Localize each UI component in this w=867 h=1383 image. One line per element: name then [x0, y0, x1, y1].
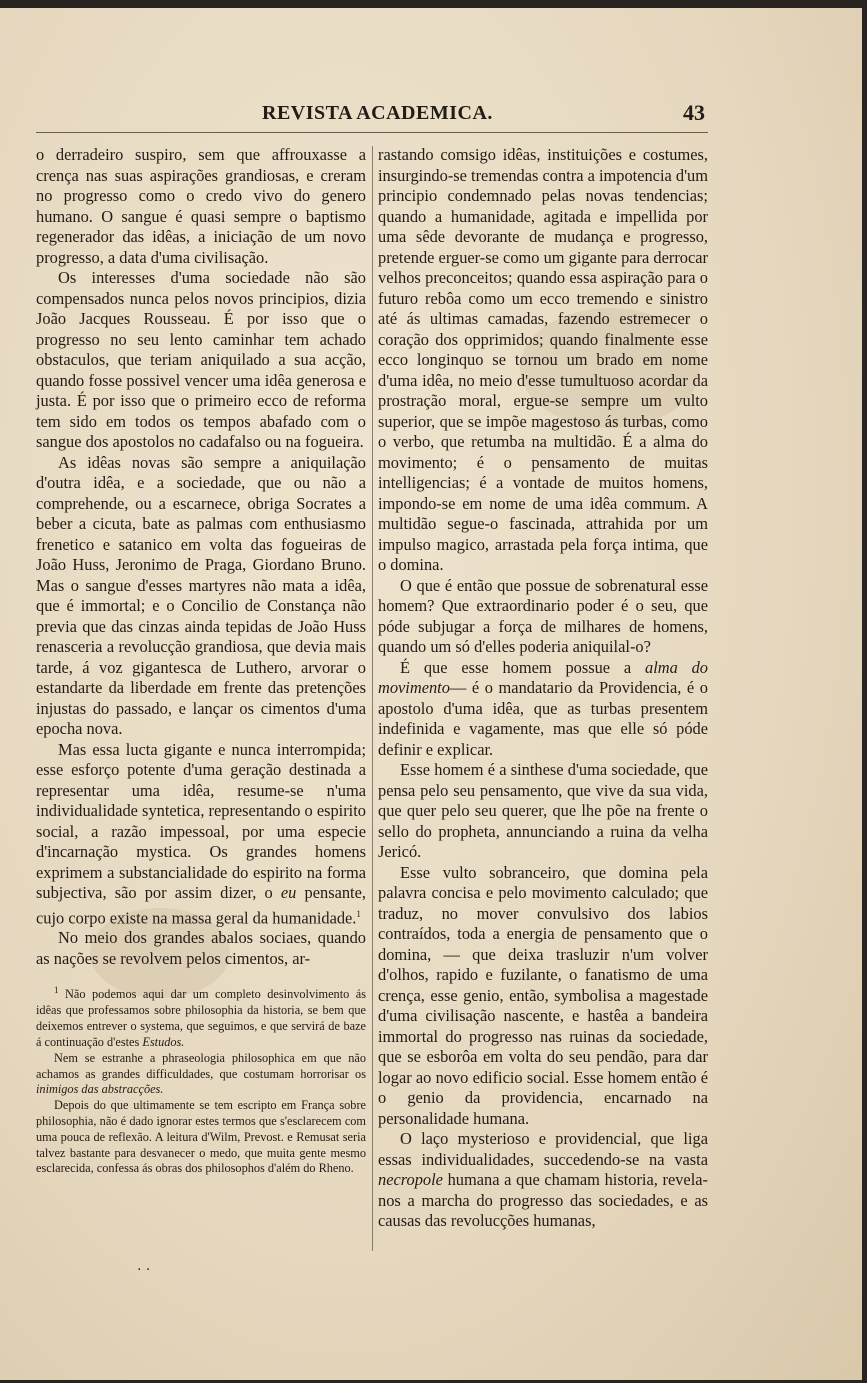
footnote — [36, 983, 366, 1050]
header-rule — [36, 132, 708, 133]
emphasis: Estudos. — [142, 1034, 185, 1049]
book-page — [0, 8, 862, 1380]
footnotes — [36, 983, 366, 1177]
column-divider — [372, 146, 373, 1251]
running-title: REVISTA ACADEMICA. — [262, 102, 493, 124]
paragraph: As idêas novas são sempre a aniquilação d'outra idêa, e a sociedade, que ou não a comprehende, ou a escarnece, obriga Socrates a beber a cicuta, bate as palmas com enthusiasmo frenetico e satanico em volta das fogueiras de João Huss, Jeronimo de Praga, Giordano Bruno. Mas o sangue d'esses martyres não mata a idêa, que é immortal; e o Concilio de Constança não previa que das cinzas ainda tepidas de João Huss renasceria a revolucção grandiosa, que devia mais tarde, á voz gigantesca de Luthero, arvorar o estandarte da liberdade em frente das pretenções injustas do passado, e lançar os cimentos d'uma epocha nova. — [36, 452, 366, 738]
paragraph — [378, 658, 708, 761]
emphasis: necropole — [378, 1170, 443, 1189]
footnote-number: 1 — [54, 985, 59, 996]
left-column — [36, 145, 366, 1177]
emphasis: alma do movimento — [378, 657, 708, 697]
ornament-dots: . . — [137, 1258, 151, 1274]
paragraph-text: O laço mysterioso e providencial, que liga essas individualidades, succedendo-se na vasta — [378, 1129, 708, 1169]
paragraph-text: — é o mandatario da Providencia, é o apostolo d'uma idêa, que as turbas presentem indefinida e vagamente, mas que elle só póde definir e explicar. — [378, 678, 708, 759]
paragraph-text: É que esse homem possue a — [400, 657, 632, 677]
paragraph: No meio dos grandes abalos sociaes, quando as nações se revolvem pelos cimentos, ar- — [36, 928, 366, 968]
paragraph-text: pensante, cujo corpo existe na massa geral da humanidade. — [36, 883, 366, 927]
footnote — [36, 1051, 366, 1098]
footnote-text: Nem se estranhe a phraseologia philosophica em que não achamos as grandes difficuldades, que costumam horrorisar os — [36, 1050, 366, 1081]
footnote-text: Não podemos aqui dar um completo desinvolvimento ás idêas que professamos sobre philosophia da historia, se bem que deixemos entrever o systema, que seguimos, e que servirá de baze á continuação d'estes — [36, 987, 367, 1049]
paragraph: o derradeiro suspiro, sem que affrouxasse a crença nas suas aspirações grandiosas, e creram no progresso como o credo vivo do genero humano. O sangue é quasi sempre o baptismo regenerador das idêas, a iniciação de um novo progresso, a data d'uma civilisação. — [36, 145, 366, 267]
paragraph: O que é então que possue de sobrenatural esse homem? Que extraordinario poder é o seu, que póde subjugar a força de milhares de homens, quando um só d'elles poderia aniquilal-o? — [378, 575, 708, 656]
paragraph-text: Mas essa lucta gigante e nunca interrompida; esse esforço potente d'uma geração destinada a representar uma idêa, resume-se n'uma individualidade syntetica, representando o espirito social, a razão impessoal, por uma especie d'incarnação mystica. Os grandes homens exprimem a substancialidade do espirito na forma subjectiva, são por assim dizer, o — [36, 739, 366, 902]
footnote-marker: 1 — [356, 908, 361, 919]
emphasis: inimigos das abstracções. — [36, 1082, 164, 1097]
paragraph: Os interesses d'uma sociedade não são compensados nunca pelos novos principios, dizia João Jacques Rousseau. É por isso que o progresso no seu lento caminhar tem achado obstaculos, que teriam aniquilado a sua acção, quando fosse possivel vencer uma idêa generosa e justa. É por isso que o primeiro ecco de reforma tem sido em todos os tempos abafado com o sangue dos apostolos no cadafalso ou na fogueira. — [36, 268, 366, 451]
page-number: 43 — [683, 100, 705, 125]
paragraph: Esse vulto sobranceiro, que domina pela palavra concisa e pelo movimento calculado; que traduz, no mover convulsivo dos labios contraídos, toda a energia de pensamento que o domina, — que deixa trasluzir n'um volver d'olhos, rapido e fuzilante, o fanatismo de uma crença, esse genio, então, symbolisa a magestade d'uma civilisação nascente, e hastêa a bandeira immortal do progresso nas ruinas da sociedade, que se esborôa em volta do seu pendão, para dar logar ao novo edificio social. Esse homem então é o genio da providencia, encarnado na personalidade humana. — [378, 862, 708, 1128]
paragraph-text: humana a que chamam historia, revela-nos a marcha do progresso das sociedades, e as causas das revolucções humanas, — [378, 1170, 708, 1230]
paragraph — [36, 740, 366, 929]
paragraph — [378, 1129, 708, 1232]
right-column — [378, 145, 708, 1232]
paragraph: rastando comsigo idêas, instituições e costumes, insurgindo-se tremendas contra a impotencia d'um principio condemnado pelas novas tendencias; quando a humanidade, agitada e impellida por uma sêde devorante de mudança e progresso, pretende erguer-se como um gigante para derrocar velhos preconceitos; quando essa aspiração para o futuro rebôa como um ecco tremendo e sinistro até ás ultimas camadas, fazendo estremecer o coração dos opprimidos; quando finalmente esse ecco longinquo se tornou um brado em nome d'uma idêa, no meio d'esse tumultuoso acordar da prostração moral, ergue-se sempre um vulto superior, que se impõe magestoso ás turbas, como o verbo, que retumba na multidão. É a alma do movimento; é o pensamento de muitas intelligencias; é a vontade de muitos homens, impondo-se em nome de uma idêa commum. A multidão segue-o fascinada, attrahida por um impulso magico, arrastada pela força intima, que o domina. — [378, 145, 708, 574]
footnote: Depois do que ultimamente se tem escripto em França sobre philosophia, não é dado ignorar estes termos que s'esclarecem com uma pouca de reflexão. A leitura d'Wilm, Prevost. e Remusat seria talvez bastante para desvanecer o medo, que muita gente mesmo esclarecida, confessa ás obras dos philosophos d'além do Rheno. — [36, 1098, 366, 1176]
page-header — [0, 100, 862, 130]
paragraph: Esse homem é a sinthese d'uma sociedade, que pensa pelo seu pensamento, que vive da sua vida, que quer pelo seu querer, que lhe põe na frente o sello do propheta, annunciando a ruina da velha Jericó. — [378, 760, 708, 861]
emphasis: eu — [280, 883, 297, 902]
